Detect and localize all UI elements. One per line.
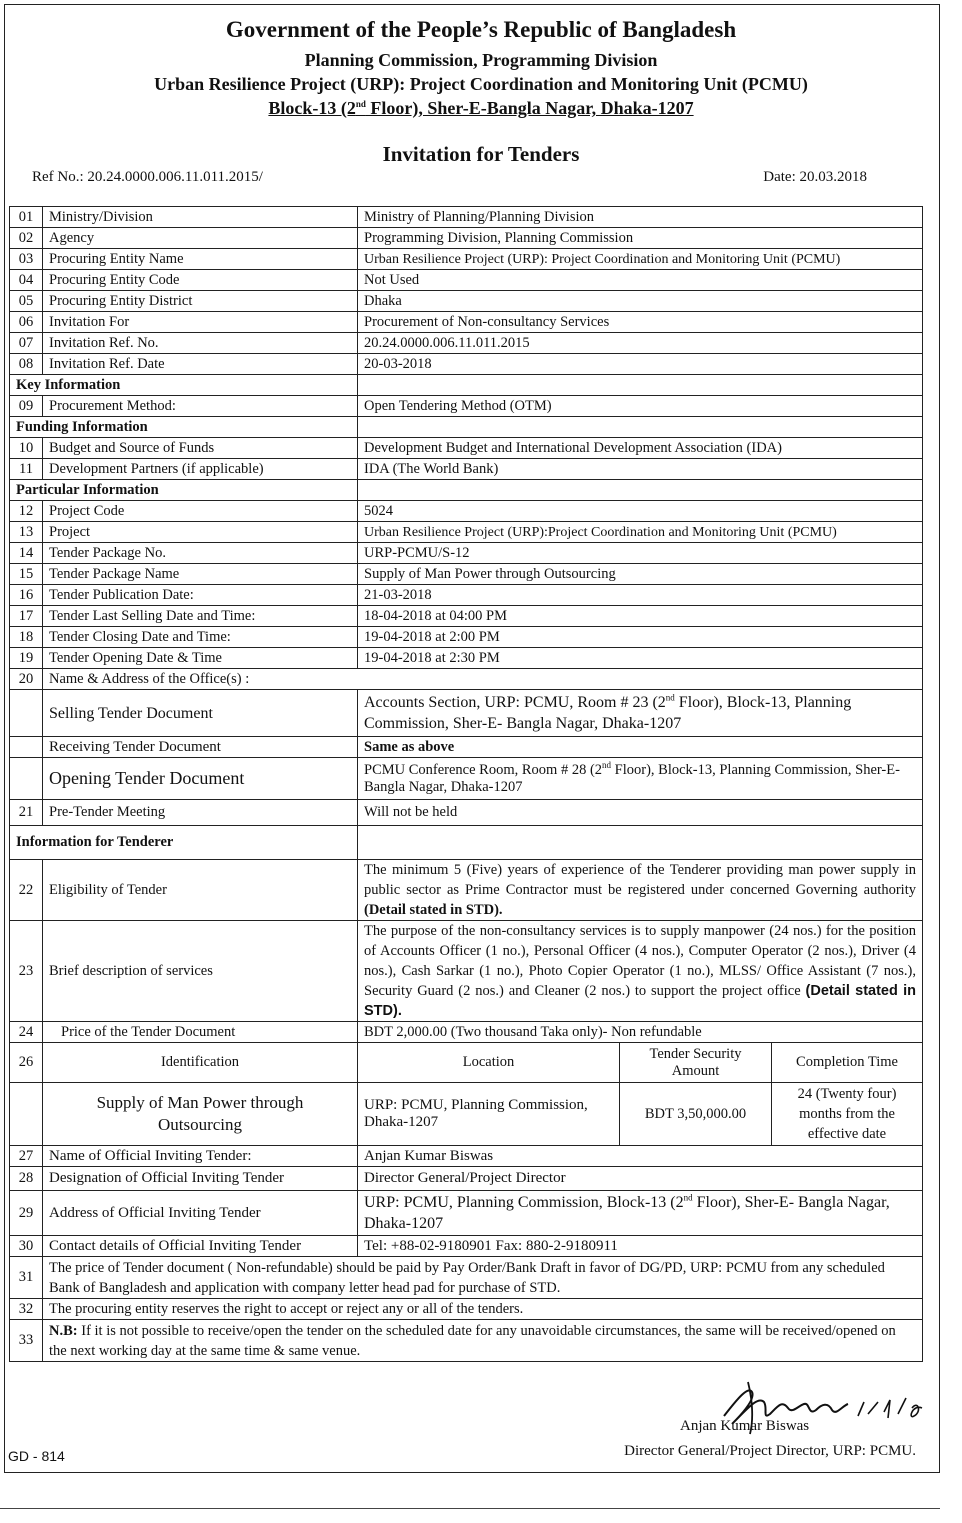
row-text: The price of Tender document ( Non-refundable) should be paid by Pay Order/Bank Draft in favor of DG/PD, URP: PCMU from any scheduled Bank of Bangladesh and application with company letter head pad for purchase of STD.	[43, 1257, 923, 1299]
table-row	[10, 690, 923, 737]
row-number: 05	[10, 291, 43, 312]
table-row	[10, 921, 923, 1022]
table-row	[10, 860, 923, 921]
table-row	[10, 354, 923, 375]
divider	[0, 1508, 940, 1509]
row-label: Tender Last Selling Date and Time:	[43, 606, 358, 627]
row-number: 30	[10, 1236, 43, 1257]
table-row	[10, 1043, 923, 1083]
row-label: Tender Closing Date and Time:	[43, 627, 358, 648]
row-label: Pre-Tender Meeting	[43, 800, 358, 826]
row-value: 20.24.0000.006.11.011.2015	[358, 333, 923, 354]
row-number: 04	[10, 270, 43, 291]
completion-value: 24 (Twenty four) months from the effective date	[772, 1083, 923, 1146]
row-value: IDA (The World Bank)	[358, 459, 923, 480]
row-value: Anjan Kumar Biswas	[358, 1146, 923, 1167]
row-number: 27	[10, 1146, 43, 1167]
row-number: 12	[10, 501, 43, 522]
government-heading: Government of the People’s Republic of Bangladesh	[225, 17, 737, 42]
table-row	[10, 585, 923, 606]
row-value: Urban Resilience Project (URP): Project Coordination and Monitoring Unit (PCMU)	[358, 249, 923, 270]
row-value: Urban Resilience Project (URP):Project Coordination and Monitoring Unit (PCMU)	[358, 522, 923, 543]
row-number: 19	[10, 648, 43, 669]
row-number: 03	[10, 249, 43, 270]
row-label: Receiving Tender Document	[43, 737, 358, 758]
identification-value: Supply of Man Power through Outsourcing	[43, 1083, 358, 1146]
column-header-security: Tender Security Amount	[620, 1043, 772, 1083]
row-label: Project	[43, 522, 358, 543]
address-heading: Block-13 (2nd Floor), Sher-E-Bangla Nagar, Dhaka-1207	[268, 98, 694, 118]
row-label: Tender Publication Date:	[43, 585, 358, 606]
row-value: Ministry of Planning/Planning Division	[358, 207, 923, 228]
section-header-row	[10, 480, 923, 501]
row-label: Price of the Tender Document	[43, 1022, 358, 1043]
location-value: URP: PCMU, Planning Commission, Dhaka-1207	[358, 1083, 620, 1146]
row-label: Selling Tender Document	[43, 690, 358, 737]
document-title: Invitation for Tenders	[382, 142, 580, 166]
column-header-location: Location	[358, 1043, 620, 1083]
row-label: Eligibility of Tender	[43, 860, 358, 921]
row-label: Name of Official Inviting Tender:	[43, 1146, 358, 1167]
row-value: Tel: +88-02-9180901 Fax: 880-2-9180911	[358, 1236, 923, 1257]
table-row	[10, 333, 923, 354]
row-value: Same as above	[358, 737, 923, 758]
row-number: 06	[10, 312, 43, 333]
row-label: Name & Address of the Office(s) :	[43, 669, 923, 690]
row-text: The procuring entity reserves the right to accept or reject any or all of the tenders.	[43, 1299, 923, 1320]
table-row	[10, 312, 923, 333]
row-label: Procuring Entity Name	[43, 249, 358, 270]
table-row	[10, 1191, 923, 1236]
row-number: 31	[10, 1257, 43, 1299]
row-value: Director General/Project Director	[358, 1167, 923, 1191]
row-value: Supply of Man Power through Outsourcing	[358, 564, 923, 585]
row-number: 14	[10, 543, 43, 564]
row-number: 24	[10, 1022, 43, 1043]
section-header-row	[10, 375, 923, 396]
row-label: Contact details of Official Inviting Tender	[43, 1236, 358, 1257]
section-information-for-tenderer: Information for Tenderer	[10, 826, 358, 860]
row-label: Procuring Entity Code	[43, 270, 358, 291]
row-value: URP-PCMU/S-12	[358, 543, 923, 564]
row-number: 22	[10, 860, 43, 921]
row-label: Invitation For	[43, 312, 358, 333]
row-value: Dhaka	[358, 291, 923, 312]
row-number: 21	[10, 800, 43, 826]
section-funding-information: Funding Information	[10, 417, 358, 438]
row-number: 29	[10, 1191, 43, 1236]
row-value: PCMU Conference Room, Room # 28 (2nd Floor), Block-13, Planning Commission, Sher-E-Bangla Nagar, Dhaka-1207	[358, 758, 923, 800]
row-value: 5024	[358, 501, 923, 522]
row-label: Address of Official Inviting Tender	[43, 1191, 358, 1236]
table-row	[10, 758, 923, 800]
row-number: 07	[10, 333, 43, 354]
project-heading: Urban Resilience Project (URP): Project Coordination and Monitoring Unit (PCMU)	[154, 74, 808, 94]
row-value: Not Used	[358, 270, 923, 291]
row-value: 18-04-2018 at 04:00 PM	[358, 606, 923, 627]
section-header-row	[10, 826, 923, 860]
row-number: 15	[10, 564, 43, 585]
row-text: N.B: If it is not possible to receive/open the tender on the scheduled date for any unavoidable circumstances, the same will be received/opened on the next working day at the same time & same venue.	[43, 1320, 923, 1362]
document-date: Date: 20.03.2018	[763, 169, 867, 185]
table-row	[10, 1167, 923, 1191]
row-value: Will not be held	[358, 800, 923, 826]
row-label: Ministry/Division	[43, 207, 358, 228]
tender-table	[9, 206, 923, 1362]
column-header-completion: Completion Time	[772, 1043, 923, 1083]
row-number: 20	[10, 669, 43, 690]
row-number: 17	[10, 606, 43, 627]
row-label: Invitation Ref. Date	[43, 354, 358, 375]
row-value: 21-03-2018	[358, 585, 923, 606]
row-value: 19-04-2018 at 2:00 PM	[358, 627, 923, 648]
table-row	[10, 1257, 923, 1299]
row-label: Tender Opening Date & Time	[43, 648, 358, 669]
row-label: Tender Package Name	[43, 564, 358, 585]
row-label: Budget and Source of Funds	[43, 438, 358, 459]
row-number: 18	[10, 627, 43, 648]
section-header-row	[10, 417, 923, 438]
section-key-information: Key Information	[10, 375, 358, 396]
footer-code: GD - 814	[8, 1448, 65, 1464]
table-row	[10, 1320, 923, 1362]
row-value: BDT 2,000.00 (Two thousand Taka only)- Non refundable	[358, 1022, 923, 1043]
table-row	[10, 396, 923, 417]
table-row	[10, 459, 923, 480]
row-number: 33	[10, 1320, 43, 1362]
row-value: Procurement of Non-consultancy Services	[358, 312, 923, 333]
table-row	[10, 606, 923, 627]
row-number: 10	[10, 438, 43, 459]
row-value: 19-04-2018 at 2:30 PM	[358, 648, 923, 669]
row-number: 23	[10, 921, 43, 1022]
row-value: 20-03-2018	[358, 354, 923, 375]
row-number: 28	[10, 1167, 43, 1191]
table-row	[10, 1236, 923, 1257]
table-row	[10, 1022, 923, 1043]
row-value: Programming Division, Planning Commission	[358, 228, 923, 249]
row-value: The minimum 5 (Five) years of experience of the Tenderer providing man power supply in public sector as Prime Contractor must be registered under concerned Governing authority (Detail stated in STD).	[358, 860, 923, 921]
row-number: 13	[10, 522, 43, 543]
table-row	[10, 800, 923, 826]
row-label: Agency	[43, 228, 358, 249]
row-number: 26	[10, 1043, 43, 1083]
table-row	[10, 270, 923, 291]
row-number: 32	[10, 1299, 43, 1320]
table-row	[10, 1299, 923, 1320]
row-number: 01	[10, 207, 43, 228]
row-label: Invitation Ref. No.	[43, 333, 358, 354]
row-label: Development Partners (if applicable)	[43, 459, 358, 480]
row-number: 08	[10, 354, 43, 375]
row-label: Tender Package No.	[43, 543, 358, 564]
table-row	[10, 648, 923, 669]
reference-number: Ref No.: 20.24.0000.006.11.011.2015/	[32, 169, 263, 185]
division-heading: Planning Commission, Programming Division	[304, 50, 658, 70]
row-number: 11	[10, 459, 43, 480]
row-label: Procuring Entity District	[43, 291, 358, 312]
signatory-name: Anjan Kumar Biswas	[680, 1418, 810, 1434]
table-row	[10, 228, 923, 249]
row-value: The purpose of the non-consultancy services is to supply manpower (24 nos.) for the position of Accounts Officer (1 no.), Personal Officer (4 nos.), Computer Operator (2 nos.), Driver (4 nos.), Cash Sarkar (1 no.), Photo Copier Operator (1 no.), MLSS/ Office Assistant (7 nos.), Security Guard (2 nos.) and Cleaner (2 nos.) to support the project office (Detail stated in STD).	[358, 921, 923, 1022]
row-label: Designation of Official Inviting Tender	[43, 1167, 358, 1191]
row-value: Development Budget and International Development Association (IDA)	[358, 438, 923, 459]
security-value: BDT 3,50,000.00	[620, 1083, 772, 1146]
table-row	[10, 669, 923, 690]
table-row	[10, 1083, 923, 1146]
signatory-designation: Director General/Project Director, URP: PCMU.	[624, 1443, 916, 1459]
table-row	[10, 522, 923, 543]
section-particular-information: Particular Information	[10, 480, 358, 501]
row-label: Opening Tender Document	[43, 758, 358, 800]
row-label: Project Code	[43, 501, 358, 522]
table-row	[10, 627, 923, 648]
row-number: 02	[10, 228, 43, 249]
row-number: 09	[10, 396, 43, 417]
row-value: Accounts Section, URP: PCMU, Room # 23 (2nd Floor), Block-13, Planning Commission, Sher-E- Bangla Nagar, Dhaka-1207	[358, 690, 923, 737]
row-value: URP: PCMU, Planning Commission, Block-13 (2nd Floor), Sher-E- Bangla Nagar, Dhaka-1207	[358, 1191, 923, 1236]
table-row	[10, 543, 923, 564]
table-row	[10, 501, 923, 522]
row-label: Brief description of services	[43, 921, 358, 1022]
table-row	[10, 291, 923, 312]
table-row	[10, 1146, 923, 1167]
table-row	[10, 438, 923, 459]
row-label: Procurement Method:	[43, 396, 358, 417]
row-number: 16	[10, 585, 43, 606]
table-row	[10, 564, 923, 585]
table-row	[10, 207, 923, 228]
column-header-identification: Identification	[43, 1043, 358, 1083]
table-row	[10, 249, 923, 270]
table-row	[10, 737, 923, 758]
row-value: Open Tendering Method (OTM)	[358, 396, 923, 417]
